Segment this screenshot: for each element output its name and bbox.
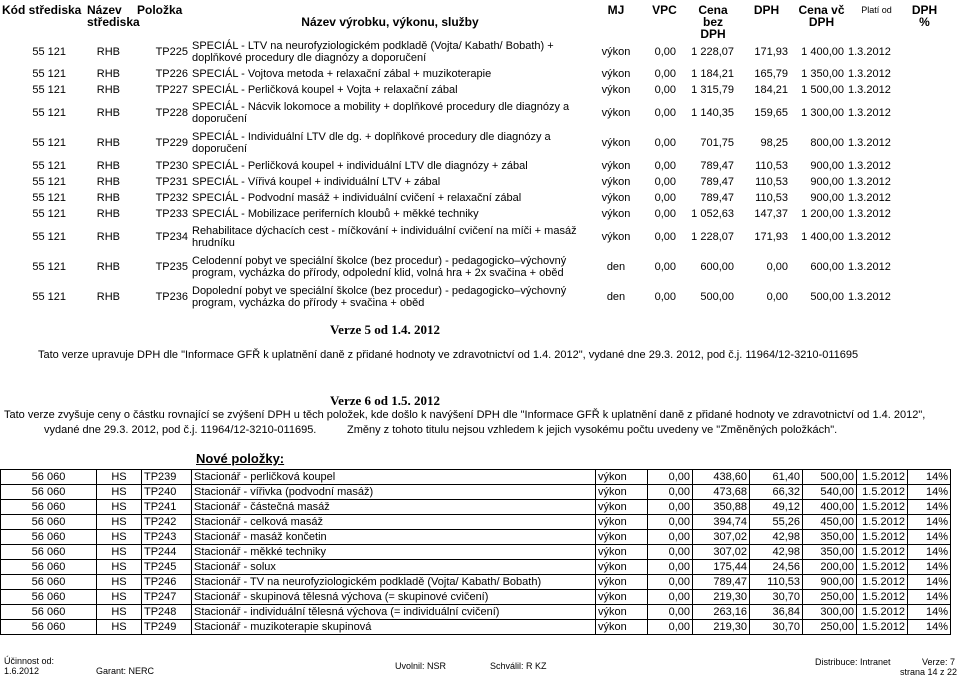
cell-vpc: 0,00 (648, 560, 693, 575)
cell-stredisko: HS (97, 605, 142, 620)
cell-cena-bez: 789,47 (700, 160, 734, 172)
cell-vpc: 0,00 (648, 500, 693, 515)
cell-dph-pct: 14% (908, 575, 951, 590)
cell-plati-od: 1.5.2012 (857, 470, 908, 485)
cell-nazev: SPECIÁL - Individuální LTV dle dg. + doplňkové procedury dle diagnózy a doporučení (192, 131, 551, 155)
cell-dph: 0,00 (766, 261, 788, 273)
cell-stredisko: HS (97, 485, 142, 500)
cell-cena-bez: 438,60 (693, 470, 750, 485)
col-cena-vc: Cena vč DPH (798, 3, 845, 29)
cell-polozka: TP243 (142, 530, 192, 545)
cell-nazev: SPECIÁL - Perličková koupel + individuální LTV dle diagnózy + zábal (192, 160, 528, 172)
cell-plati-od: 1.5.2012 (857, 620, 908, 635)
cell-plati-od: 1.5.2012 (857, 605, 908, 620)
cell-dph-pct: 14% (908, 530, 951, 545)
cell-kod: 56 060 (1, 470, 97, 485)
cell-stredisko: RHB (96, 68, 120, 80)
col-nazev-vyrobku: Název výrobku, výkonu, služby (301, 14, 479, 29)
table-row (1, 530, 951, 545)
table-row (1, 620, 951, 635)
cell-vpc: 0,00 (654, 208, 676, 220)
cell-polozka: TP244 (142, 545, 192, 560)
table-row (1, 605, 951, 620)
cell-dph-pct: 14% (908, 485, 951, 500)
cell-polozka: TP226 (155, 68, 188, 80)
footer-uvolnil: Uvolnil: NSR (395, 661, 447, 671)
cell-cena-bez: 701,75 (700, 137, 734, 149)
cell-plati-od: 1.5.2012 (857, 575, 908, 590)
cell-stredisko: RHB (96, 231, 120, 243)
cell-cena-bez: 1 228,07 (691, 46, 734, 58)
table-row (0, 252, 894, 282)
table-row (0, 82, 894, 98)
cell-nazev: SPECIÁL - Podvodní masáž + individuální cvičení + relaxační zábal (192, 192, 522, 204)
cell-cena-vc: 350,00 (803, 530, 857, 545)
table-row (1, 545, 951, 560)
cell-kod: 55 121 (32, 68, 66, 80)
cell-plati-od: 1.5.2012 (857, 515, 908, 530)
cell-nazev: SPECIÁL - LTV na neurofyziologickém podkladě (Vojta/ Kabath/ Bobath) + doplňkové procedury dle diagnózy a doporučení (192, 40, 554, 64)
cell-vpc: 0,00 (654, 192, 676, 204)
cell-kod: 55 121 (32, 192, 66, 204)
cell-dph: 30,70 (750, 590, 803, 605)
cell-vpc: 0,00 (648, 470, 693, 485)
cell-stredisko: HS (97, 590, 142, 605)
table-row (1, 560, 951, 575)
cell-plati-od: 1.3.2012 (848, 176, 891, 188)
cell-polozka: TP242 (142, 515, 192, 530)
cell-stredisko: RHB (96, 291, 120, 303)
cell-dph-pct: 14% (908, 620, 951, 635)
cell-cena-vc: 1 200,00 (801, 208, 844, 220)
cell-vpc: 0,00 (654, 68, 676, 80)
cell-cena-vc: 1 300,00 (801, 107, 844, 119)
cell-nazev: Stacionář - TV na neurofyziologickém podkladě (Vojta/ Kabath/ Bobath) (192, 575, 596, 590)
cell-vpc: 0,00 (648, 515, 693, 530)
cell-mj: výkon (601, 176, 631, 188)
cell-cena-vc: 400,00 (803, 500, 857, 515)
cell-cena-vc: 1 500,00 (801, 84, 844, 96)
cell-plati-od: 1.5.2012 (857, 485, 908, 500)
col-kod: Kód střediska (2, 3, 82, 17)
cell-dph: 30,70 (750, 620, 803, 635)
cell-vpc: 0,00 (648, 530, 693, 545)
cell-kod: 56 060 (1, 590, 97, 605)
cell-nazev: SPECIÁL - Nácvik lokomoce a mobility + doplňkové procedury dle diagnózy a doporučení (192, 101, 570, 125)
cell-dph: 49,12 (750, 500, 803, 515)
cell-dph-pct: 14% (908, 545, 951, 560)
footer-verze: Verze: 7 (922, 657, 956, 667)
cell-polozka: TP232 (155, 192, 188, 204)
cell-cena-vc: 900,00 (810, 176, 844, 188)
cell-plati-od: 1.3.2012 (848, 137, 891, 149)
cell-nazev: Stacionář - měkké techniky (192, 545, 596, 560)
cell-polozka: TP235 (155, 261, 188, 273)
table-row (1, 500, 951, 515)
nove-polozky-heading: Nové položky: (196, 451, 285, 466)
cell-nazev: Stacionář - částečná masáž (192, 500, 596, 515)
cell-dph: 165,79 (754, 68, 788, 80)
cell-kod: 55 121 (32, 84, 66, 96)
cell-dph-pct: 14% (908, 560, 951, 575)
col-mj: MJ (607, 3, 625, 17)
cell-vpc: 0,00 (648, 575, 693, 590)
verze6-text1: Tato verze zvyšuje ceny o částku rovnající se zvýšení DPH u těch položek, kde došlo k navýšení DPH dle "Informace GFŘ k uplatnění daně z přidané hodnoty ve zdravotnictví od 1.4. 2012", (4, 409, 926, 421)
cell-cena-vc: 350,00 (803, 545, 857, 560)
cell-kod: 55 121 (32, 231, 66, 243)
cell-mj: výkon (596, 575, 648, 590)
cell-kod: 55 121 (32, 160, 66, 172)
cell-kod: 55 121 (32, 107, 66, 119)
cell-polozka: TP234 (155, 231, 188, 243)
cell-nazev: SPECIÁL - Vířivá koupel + individuální LTV + zábal (192, 176, 441, 188)
cell-kod: 55 121 (32, 46, 66, 58)
cell-nazev: Dopolední pobyt ve speciální školce (bez procedur) - pedagogicko–výchovný program, vycházka do přírody + svačina + oběd (192, 285, 567, 309)
price-table-new (0, 469, 951, 635)
cell-plati-od: 1.5.2012 (857, 500, 908, 515)
cell-polozka: TP239 (142, 470, 192, 485)
cell-cena-bez: 350,88 (693, 500, 750, 515)
cell-dph-pct: 14% (908, 605, 951, 620)
col-cena-bez: Cena bez DPH (698, 3, 728, 41)
col-dph: DPH (753, 3, 780, 17)
cell-cena-vc: 200,00 (803, 560, 857, 575)
cell-vpc: 0,00 (648, 590, 693, 605)
cell-nazev: Stacionář - skupinová tělesná výchova (= skupinové cvičení) (192, 590, 596, 605)
table-row (1, 515, 951, 530)
cell-cena-bez: 175,44 (693, 560, 750, 575)
cell-plati-od: 1.3.2012 (848, 107, 891, 119)
cell-plati-od: 1.3.2012 (848, 160, 891, 172)
col-nazev-strediska: Název střediska (87, 3, 140, 29)
footer-garant: Garant: NERC (96, 666, 155, 676)
cell-kod: 56 060 (1, 620, 97, 635)
footer-ucinnost-date: 1.6.2012 (4, 666, 40, 676)
cell-mj: výkon (601, 46, 631, 58)
cell-cena-vc: 800,00 (810, 137, 844, 149)
cell-vpc: 0,00 (648, 620, 693, 635)
cell-dph: 42,98 (750, 530, 803, 545)
cell-dph: 0,00 (766, 291, 788, 303)
cell-cena-vc: 500,00 (803, 470, 857, 485)
cell-stredisko: HS (97, 545, 142, 560)
cell-dph: 66,32 (750, 485, 803, 500)
cell-stredisko: HS (97, 560, 142, 575)
cell-plati-od: 1.3.2012 (848, 261, 891, 273)
cell-mj: den (606, 261, 626, 273)
cell-polozka: TP228 (155, 107, 188, 119)
cell-stredisko: RHB (96, 208, 120, 220)
cell-stredisko: HS (97, 500, 142, 515)
cell-mj: výkon (596, 620, 648, 635)
cell-polozka: TP240 (142, 485, 192, 500)
cell-cena-bez: 263,16 (693, 605, 750, 620)
cell-mj: výkon (601, 208, 631, 220)
cell-stredisko: HS (97, 470, 142, 485)
cell-polozka: TP229 (155, 137, 188, 149)
cell-polozka: TP248 (142, 605, 192, 620)
cell-cena-bez: 789,47 (693, 575, 750, 590)
table-row (0, 206, 894, 222)
cell-mj: výkon (596, 560, 648, 575)
cell-cena-bez: 1 228,07 (691, 231, 734, 243)
cell-cena-vc: 1 400,00 (801, 231, 844, 243)
cell-plati-od: 1.3.2012 (848, 208, 891, 220)
cell-dph: 147,37 (754, 208, 788, 220)
cell-cena-vc: 600,00 (810, 261, 844, 273)
cell-cena-vc: 900,00 (810, 192, 844, 204)
verze6-text2b: Změny z tohoto titulu nejsou vzhledem k jejich vysokému počtu uvedeny ve "Změněných položkách". (347, 424, 838, 436)
cell-nazev: Stacionář - individuální tělesná výchova (= individuální cvičení) (192, 605, 596, 620)
cell-kod: 55 121 (32, 261, 66, 273)
table-row (1, 590, 951, 605)
cell-cena-bez: 473,68 (693, 485, 750, 500)
cell-cena-vc: 250,00 (803, 620, 857, 635)
cell-dph: 110,53 (750, 575, 803, 590)
cell-vpc: 0,00 (654, 107, 676, 119)
cell-nazev: SPECIÁL - Vojtova metoda + relaxační zábal + muzikoterapie (192, 68, 492, 80)
cell-stredisko: RHB (96, 192, 120, 204)
cell-mj: výkon (601, 231, 631, 243)
cell-plati-od: 1.3.2012 (848, 291, 891, 303)
cell-dph: 184,21 (754, 84, 788, 96)
cell-cena-bez: 600,00 (700, 261, 734, 273)
table-row (0, 158, 894, 174)
cell-mj: výkon (596, 500, 648, 515)
cell-cena-bez: 500,00 (700, 291, 734, 303)
cell-kod: 56 060 (1, 515, 97, 530)
cell-vpc: 0,00 (654, 160, 676, 172)
cell-plati-od: 1.3.2012 (848, 46, 891, 58)
cell-kod: 56 060 (1, 530, 97, 545)
cell-polozka: TP241 (142, 500, 192, 515)
cell-cena-vc: 300,00 (803, 605, 857, 620)
cell-nazev: SPECIÁL - Mobilizace periferních kloubů + měkké techniky (192, 208, 479, 220)
cell-plati-od: 1.5.2012 (857, 530, 908, 545)
cell-stredisko: RHB (96, 176, 120, 188)
cell-dph-pct: 14% (908, 470, 951, 485)
cell-nazev: Stacionář - masáž končetin (192, 530, 596, 545)
header-row (0, 4, 945, 40)
cell-polozka: TP245 (142, 560, 192, 575)
cell-cena-bez: 1 184,21 (691, 68, 734, 80)
cell-stredisko: RHB (96, 46, 120, 58)
cell-cena-bez: 307,02 (693, 530, 750, 545)
table-row (0, 190, 894, 206)
cell-mj: výkon (596, 485, 648, 500)
cell-dph: 24,56 (750, 560, 803, 575)
cell-vpc: 0,00 (648, 605, 693, 620)
cell-polozka: TP230 (155, 160, 188, 172)
cell-polozka: TP231 (155, 176, 188, 188)
cell-vpc: 0,00 (648, 485, 693, 500)
cell-dph: 110,53 (755, 176, 788, 188)
cell-cena-bez: 1 052,63 (691, 208, 734, 220)
col-plati-od: Platí od (861, 5, 892, 15)
cell-cena-bez: 1 315,79 (691, 84, 734, 96)
col-dph-pct: DPH % (911, 3, 938, 29)
price-table-top (0, 38, 894, 312)
cell-stredisko: RHB (96, 107, 120, 119)
cell-dph: 36,84 (750, 605, 803, 620)
verze6-text2a: vydané dne 29.3. 2012, pod č.j. 11964/12-3210-011695. (44, 424, 317, 436)
cell-dph: 42,98 (750, 545, 803, 560)
cell-nazev: Stacionář - solux (192, 560, 596, 575)
cell-cena-vc: 900,00 (803, 575, 857, 590)
cell-mj: výkon (596, 530, 648, 545)
cell-nazev: Stacionář - perličková koupel (192, 470, 596, 485)
cell-polozka: TP246 (142, 575, 192, 590)
cell-polozka: TP225 (155, 46, 188, 58)
cell-polozka: TP247 (142, 590, 192, 605)
cell-mj: výkon (601, 160, 631, 172)
table-row (0, 38, 894, 66)
cell-kod: 56 060 (1, 545, 97, 560)
cell-vpc: 0,00 (654, 291, 676, 303)
footer-ucinnost-label: Účinnost od: (4, 656, 55, 666)
cell-kod: 56 060 (1, 560, 97, 575)
cell-cena-vc: 450,00 (803, 515, 857, 530)
cell-stredisko: RHB (96, 261, 120, 273)
table-row (0, 128, 894, 158)
cell-stredisko: RHB (96, 84, 120, 96)
cell-dph: 55,26 (750, 515, 803, 530)
cell-vpc: 0,00 (654, 84, 676, 96)
cell-mj: výkon (601, 84, 631, 96)
cell-mj: výkon (601, 192, 631, 204)
cell-polozka: TP227 (155, 84, 188, 96)
cell-nazev: Rehabilitace dýchacích cest - míčkování + individuální cvičení na míči + masáž hrudníku (192, 225, 577, 249)
cell-mj: výkon (601, 68, 631, 80)
col-polozka: Položka (137, 3, 183, 17)
verze5-title: Verze 5 od 1.4. 2012 (329, 322, 440, 337)
verze6-title: Verze 6 od 1.5. 2012 (329, 393, 440, 408)
cell-mj: výkon (601, 137, 631, 149)
table-row (0, 222, 894, 252)
cell-stredisko: HS (97, 620, 142, 635)
cell-mj: výkon (596, 545, 648, 560)
col-vpc: VPC (652, 3, 677, 17)
table-row (0, 174, 894, 190)
cell-cena-vc: 900,00 (810, 160, 844, 172)
cell-cena-bez: 789,47 (700, 176, 734, 188)
cell-vpc: 0,00 (654, 137, 676, 149)
cell-mj: výkon (596, 470, 648, 485)
cell-cena-vc: 500,00 (810, 291, 844, 303)
cell-dph: 159,65 (754, 107, 788, 119)
verze5-text: Tato verze upravuje DPH dle "Informace GFŘ k uplatnění daně z přidané hodnoty ve zdravotnictví od 1.4. 2012", vydané dne 29.3. 2012, pod č.j. 11964/12-3210-011695 (38, 349, 859, 361)
cell-nazev: Stacionář - vířivka (podvodní masáž) (192, 485, 596, 500)
cell-plati-od: 1.3.2012 (848, 231, 891, 243)
cell-nazev: SPECIÁL - Perličková koupel + Vojta + relaxační zábal (192, 84, 458, 96)
cell-cena-bez: 1 140,35 (691, 107, 734, 119)
cell-dph: 110,53 (755, 160, 788, 172)
cell-mj: výkon (601, 107, 631, 119)
cell-cena-bez: 219,30 (693, 620, 750, 635)
cell-plati-od: 1.5.2012 (857, 590, 908, 605)
cell-polozka: TP233 (155, 208, 188, 220)
cell-kod: 56 060 (1, 575, 97, 590)
cell-vpc: 0,00 (654, 231, 676, 243)
cell-stredisko: RHB (96, 160, 120, 172)
cell-vpc: 0,00 (654, 46, 676, 58)
cell-dph: 61,40 (750, 470, 803, 485)
cell-dph-pct: 14% (908, 590, 951, 605)
cell-plati-od: 1.3.2012 (848, 84, 891, 96)
cell-dph: 98,25 (760, 137, 788, 149)
cell-mj: den (606, 291, 626, 303)
cell-vpc: 0,00 (648, 545, 693, 560)
cell-dph: 110,53 (755, 192, 788, 204)
cell-kod: 55 121 (32, 176, 66, 188)
cell-plati-od: 1.5.2012 (857, 560, 908, 575)
cell-cena-bez: 219,30 (693, 590, 750, 605)
cell-cena-vc: 250,00 (803, 590, 857, 605)
cell-stredisko: RHB (96, 137, 120, 149)
table-row (1, 470, 951, 485)
cell-nazev: Celodenní pobyt ve speciální školce (bez procedur) - pedagogicko–výchovný program, vycházka do přírody, odpolední klid, volná hra + 2x svačina + oběd (192, 255, 567, 279)
cell-mj: výkon (596, 590, 648, 605)
table-row (0, 66, 894, 82)
cell-dph-pct: 14% (908, 500, 951, 515)
cell-kod: 55 121 (32, 208, 66, 220)
cell-stredisko: HS (97, 575, 142, 590)
cell-cena-bez: 307,02 (693, 545, 750, 560)
cell-stredisko: HS (97, 530, 142, 545)
cell-kod: 56 060 (1, 605, 97, 620)
cell-kod: 56 060 (1, 500, 97, 515)
cell-cena-bez: 789,47 (700, 192, 734, 204)
cell-mj: výkon (596, 515, 648, 530)
table-row (0, 98, 894, 128)
cell-stredisko: HS (97, 515, 142, 530)
cell-nazev: Stacionář - muzikoterapie skupinová (192, 620, 596, 635)
cell-kod: 55 121 (32, 137, 66, 149)
cell-nazev: Stacionář - celková masáž (192, 515, 596, 530)
cell-cena-vc: 1 400,00 (801, 46, 844, 58)
cell-dph-pct: 14% (908, 515, 951, 530)
footer-strana: strana 14 z 22 (900, 667, 958, 677)
cell-dph: 171,93 (754, 46, 788, 58)
cell-vpc: 0,00 (654, 176, 676, 188)
footer-schvalil: Schválil: R KZ (490, 661, 547, 671)
footer-distribuce: Distribuce: Intranet (815, 657, 891, 667)
cell-dph: 171,93 (754, 231, 788, 243)
table-row (1, 485, 951, 500)
cell-polozka: TP249 (142, 620, 192, 635)
cell-plati-od: 1.3.2012 (848, 192, 891, 204)
cell-cena-bez: 394,74 (693, 515, 750, 530)
cell-cena-vc: 540,00 (803, 485, 857, 500)
cell-polozka: TP236 (155, 291, 188, 303)
cell-plati-od: 1.3.2012 (848, 68, 891, 80)
table-row (0, 282, 894, 312)
cell-cena-vc: 1 350,00 (801, 68, 844, 80)
cell-kod: 56 060 (1, 485, 97, 500)
cell-kod: 55 121 (32, 291, 66, 303)
cell-plati-od: 1.5.2012 (857, 545, 908, 560)
table-row (1, 575, 951, 590)
cell-mj: výkon (596, 605, 648, 620)
cell-vpc: 0,00 (654, 261, 676, 273)
